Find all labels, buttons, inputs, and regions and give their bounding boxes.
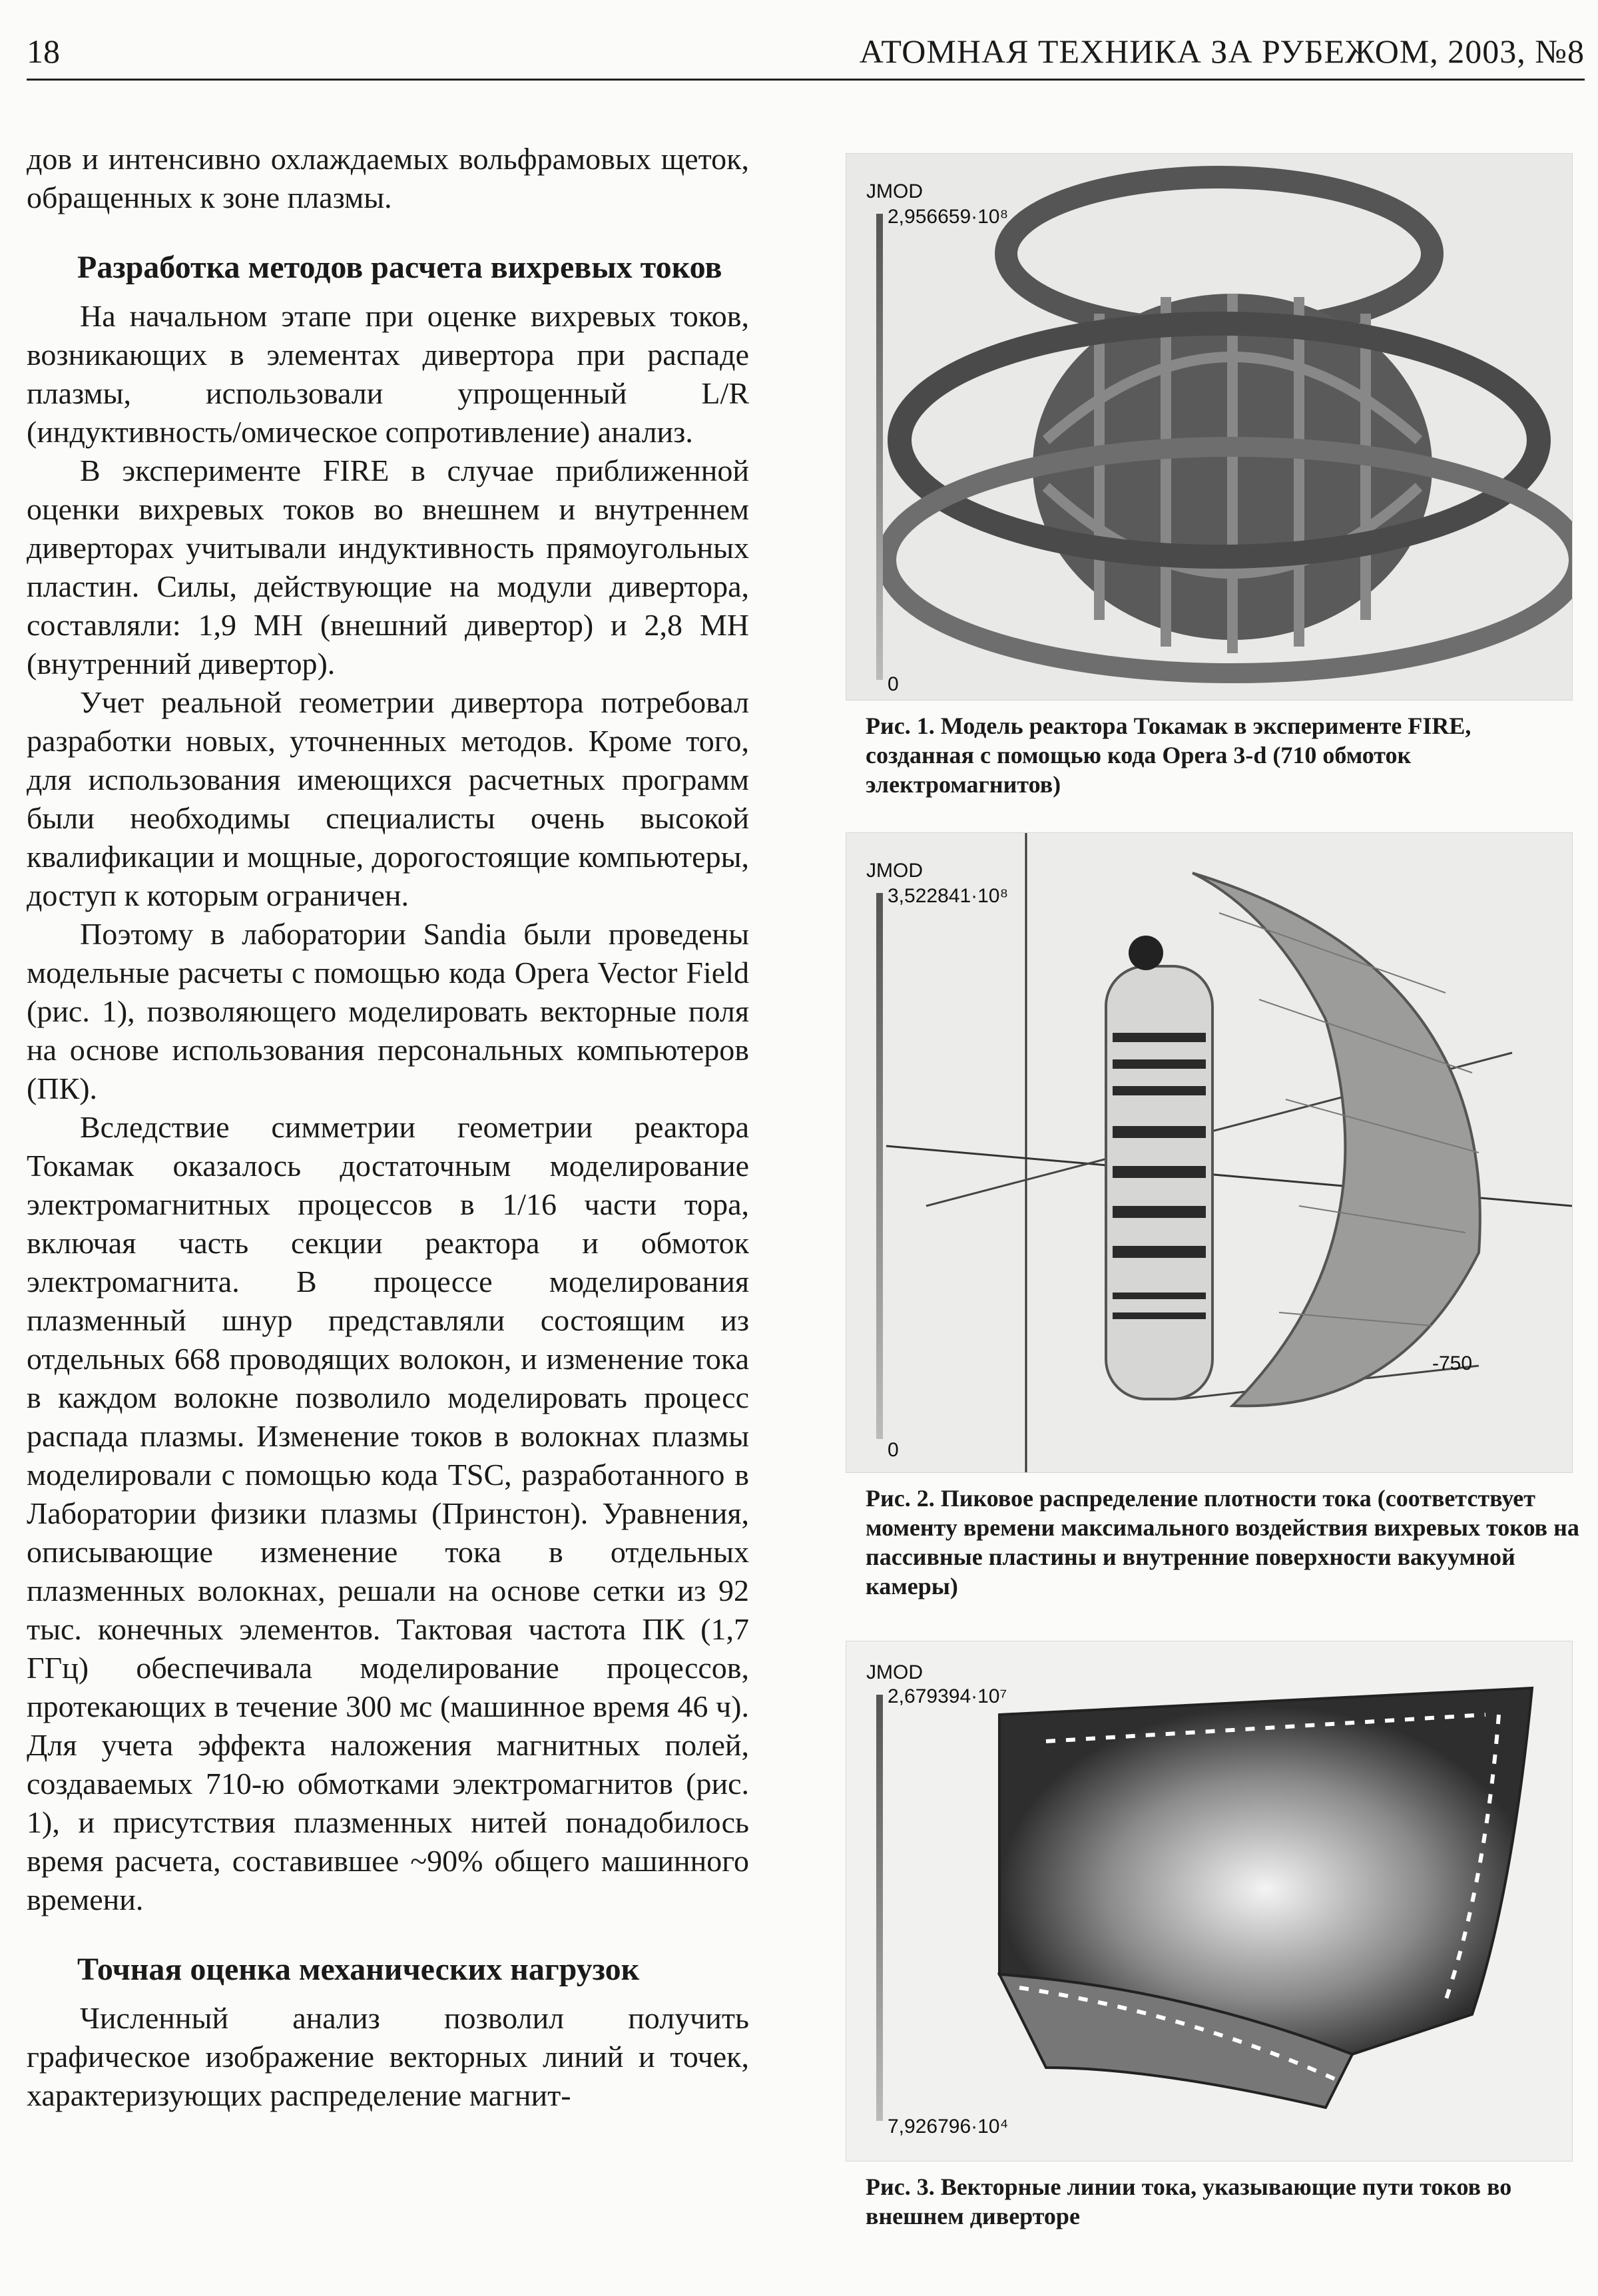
divertor-current-density-illustration: [846, 833, 1572, 1472]
outer-divertor-vector-illustration: [846, 1641, 1572, 2161]
text-column: [27, 140, 749, 2115]
section-title-eddy-currents: Разработка методов расчета вихревых токов: [77, 250, 722, 285]
figure-1-min-value: 0: [888, 673, 899, 695]
figure-2-caption: Рис. 2. Пиковое распределение плотности тока (соответствует моменту времени максимального воздействия вихревых токов на пассивные пластины и внутренние поверхности вакуумной камеры): [866, 1485, 1579, 1599]
paragraph: Поэтому в лаборатории Sandia были проведены модельные расчеты с помощью кода Opera Vector Field (рис. 1), позволяющего моделировать векторные поля на основе использования персональных компьютеров (ПК).: [27, 917, 749, 1105]
paragraph: Численный анализ позволил получить графическое изображение векторных линий и точек, характеризующих распределение магнит-: [27, 2001, 749, 2112]
figure-2-current-density: [846, 832, 1573, 1473]
figure-1-tokamak-model: [846, 153, 1573, 701]
figure-3-label: JMOD: [866, 1661, 923, 1683]
tokamak-coils-illustration: [846, 154, 1572, 700]
figure-1-label: JMOD: [866, 180, 923, 202]
paragraph: На начальном этапе при оценке вихревых токов, возникающих в элементах дивертора при распаде плазмы, использовали упрощенный L/R (индуктивность/омическое сопротивление) анализ.: [27, 299, 749, 449]
paragraph: Вследствие симметрии геометрии реактора Токамак оказалось достаточным моделирование электромагнитных процессов в 1/16 части тора, включая часть секции реактора и обмоток электромагнита. В процессе моделирования плазменный шнур представляли состоящим из отдельных 668 проводящих волокон, и изменение тока в каждом волокне позволило моделировать процесс распада плазмы. Изменение токов в волокнах плазмы моделировали с помощью кода TSC, разработанного в Лаборатории физики плазмы (Принстон). Уравнения, описывающие изменение тока в отдельных плазменных волокнах, решали на основе сетки из 92 тыс. конечных элементов. Тактовая частота ПК (1,7 ГГц) обеспечивала моделирование процессов, протекающих в течение 300 мс (машинное время 46 ч). Для учета эффекта наложения магнитных полей, создаваемых 710-ю обмотками электромагнитов (рис. 1), и присутствия плазменных нитей понадобилось время расчета, составившее ~90% общего машинного времени.: [27, 1110, 749, 1916]
page-number: 18: [27, 33, 60, 70]
figure-2-axis-tick: -750: [1432, 1352, 1473, 1374]
paragraph: В эксперименте FIRE в случае приближенной оценки вихревых токов во внешнем и внутреннем диверторах учитывали индуктивность прямоугольных пластин. Силы, действующие на модули дивертора, составляли: 1,9 МН (внешний дивертор) и 2,8 МН (внутренний дивертор).: [27, 453, 749, 681]
figure-3-caption: Рис. 3. Векторные линии тока, указывающие пути токов во внешнем диверторе: [866, 2173, 1512, 2229]
figure-2-label: JMOD: [866, 860, 923, 882]
figure-3-current-vector-lines: [846, 1641, 1573, 2161]
figure-1-max-value: 2,956659·10⁸: [888, 206, 1009, 228]
color-scale-bar: [876, 214, 883, 680]
paragraph-intro: дов и интенсивно охлаждаемых вольфрамовых щеток, обращенных к зоне плазмы.: [27, 142, 749, 214]
figure-2-min-value: 0: [888, 1439, 899, 1461]
color-scale-bar: [876, 1695, 883, 2121]
paragraph: Учет реальной геометрии дивертора потребовал разработки новых, уточненных методов. Кроме того, для использования имеющихся расчетных программ были необходимы специалисты очень высокой квалификации и мощные, дорогостоящие компьютеры, доступ к которым ограничен.: [27, 685, 749, 912]
figure-2-max-value: 3,522841·10⁸: [888, 885, 1009, 907]
page-header: [27, 32, 1585, 81]
figure-column: [846, 153, 1585, 2231]
journal-title: АТОМНАЯ ТЕХНИКА ЗА РУБЕЖОМ, 2003, №8: [859, 33, 1585, 70]
section-title-mechanical-loads: Точная оценка механических нагрузок: [77, 1952, 640, 1987]
figure-1-caption: Рис. 1. Модель реактора Токамак в эксперименте FIRE, созданная с помощью кода Opera 3-d (710 обмоток электромагнитов): [866, 713, 1471, 798]
figure-3-min-value: 7,926796·10⁴: [888, 2116, 1009, 2138]
color-scale-bar: [876, 893, 883, 1439]
figure-3-max-value: 2,679394·10⁷: [888, 1685, 1007, 1707]
